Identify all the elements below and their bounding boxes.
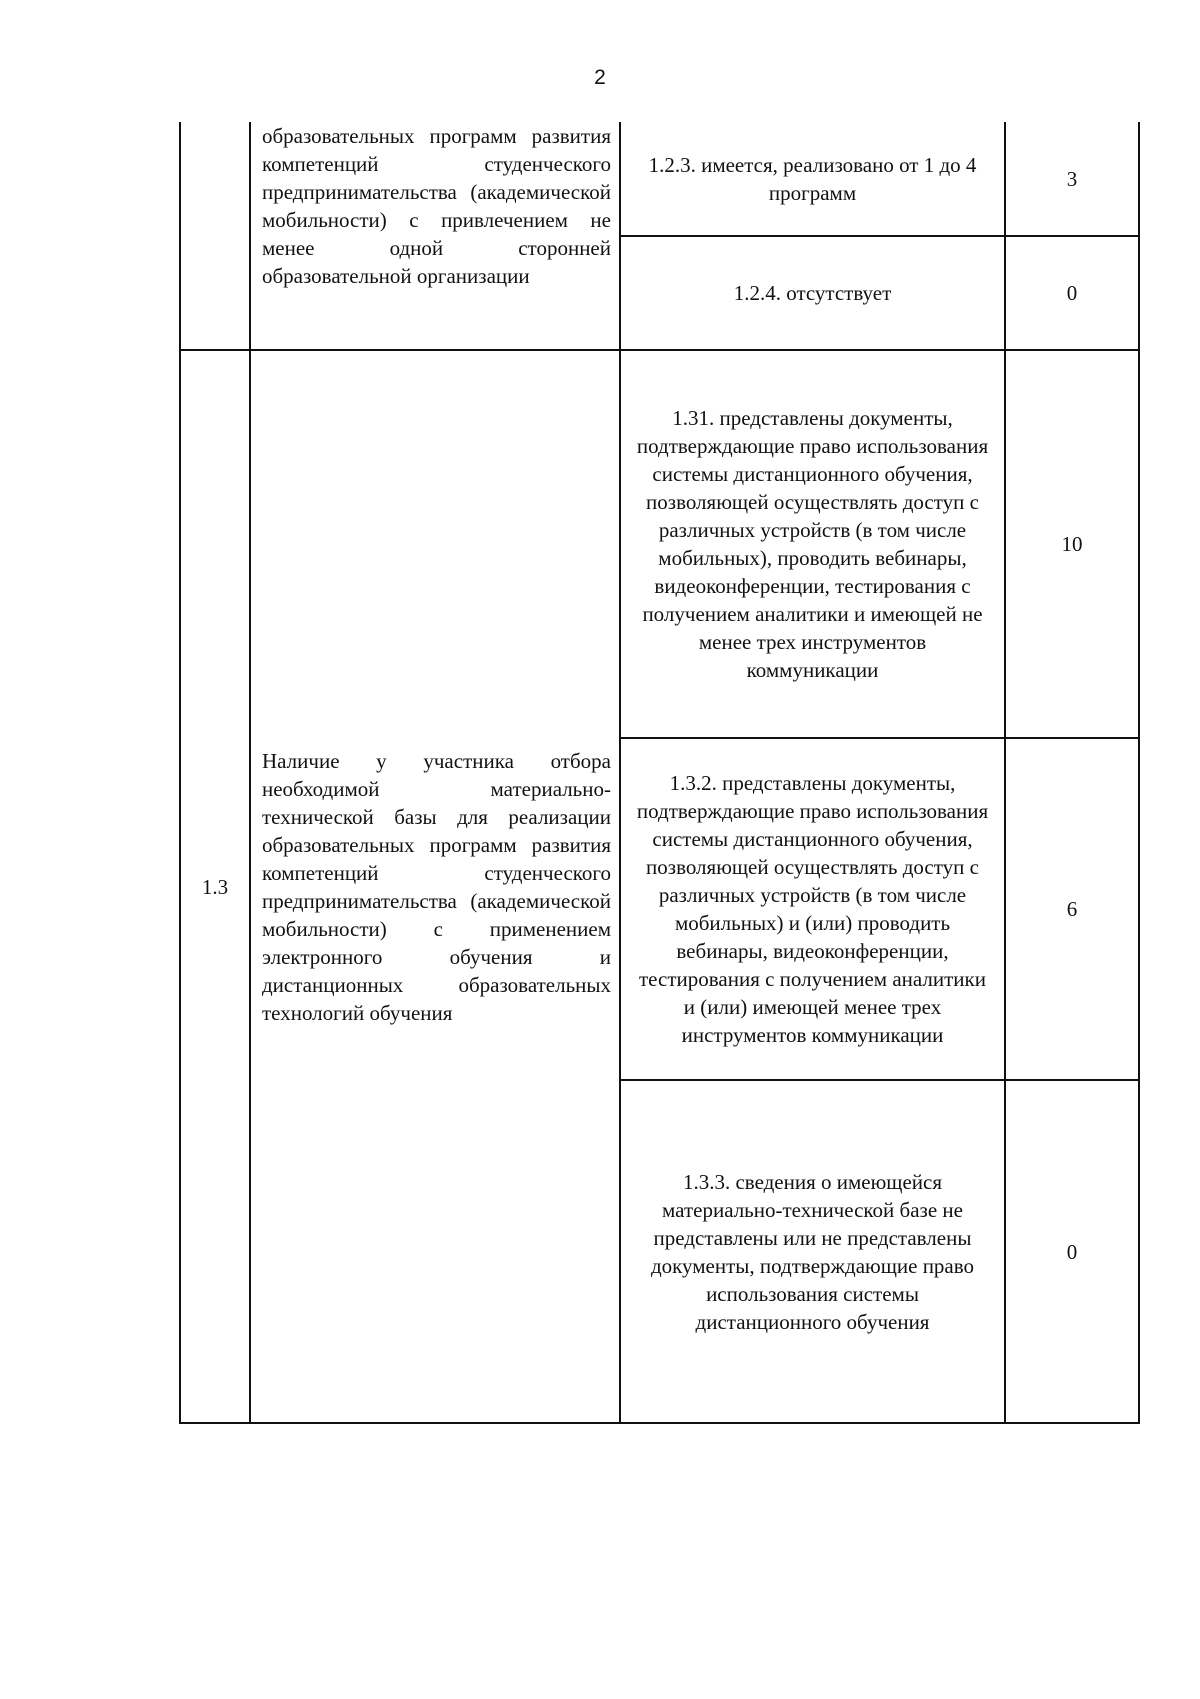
table-row: [180, 350, 1139, 738]
score-cell: [1005, 236, 1139, 350]
condition-text: 1.31. представлены документы, подтверждающие право использования системы дистанционного обучения, позволяющей осуществлять доступ с различных устройств (в том числе мобильных), проводить вебинары, видеоконференции, тестирования с получением аналитики и имеющей не менее трех инструментов коммуникации: [636, 406, 989, 682]
criterion-text: Наличие у участника отбора необходимой материально-технической базы для реализации образовательных программ развития компетенций студенческого предпринимательства (академической мобильности) с применением электронного обучения и дистанционных образовательных технологий обучения: [262, 748, 611, 1025]
page-number: 2: [594, 66, 606, 89]
condition-cell: [620, 350, 1005, 738]
score-text: 10: [1061, 532, 1083, 556]
score-cell: [1005, 738, 1139, 1080]
condition-text: 1.2.3. имеется, реализовано от 1 до 4 программ: [648, 152, 977, 205]
criterion-text: образовательных программ развития компетенций студенческого предпринимательства (академической мобильности) с привлечением не менее одной сторонней образовательной организации: [262, 124, 611, 288]
score-cell: [1005, 350, 1139, 738]
criteria-table: [179, 122, 1140, 1424]
condition-cell: [620, 1080, 1005, 1423]
condition-text: 1.2.4. отсутствует: [733, 281, 892, 305]
score-text: 6: [1066, 897, 1078, 921]
condition-cell: [620, 738, 1005, 1080]
row-number-cell: [180, 122, 250, 350]
score-cell: [1005, 122, 1139, 236]
condition-text: 1.3.2. представлены документы, подтверждающие право использования системы дистанционного обучения, позволяющей осуществлять доступ с различных устройств (в том числе мобильных) и (или) проводить вебинары, видеоконференции, тестирования с получением аналитики и (или) имеющей менее трех инструментов коммуникации: [636, 771, 989, 1047]
score-text: 0: [1066, 281, 1078, 305]
table-row: [180, 122, 1139, 236]
score-text: 3: [1066, 166, 1078, 191]
condition-text: 1.3.3. сведения о имеющейся материально-технической базе не представлены или не представлены документы, подтверждающие право использования системы дистанционного обучения: [650, 1169, 975, 1334]
section-number-cell: [180, 350, 250, 1423]
score-cell: [1005, 1080, 1139, 1423]
criterion-cell: [250, 122, 620, 350]
score-text: 0: [1066, 1239, 1078, 1264]
condition-cell: [620, 236, 1005, 350]
condition-cell: [620, 122, 1005, 236]
criterion-cell: [250, 350, 620, 1423]
section-number: 1.3: [201, 874, 229, 899]
